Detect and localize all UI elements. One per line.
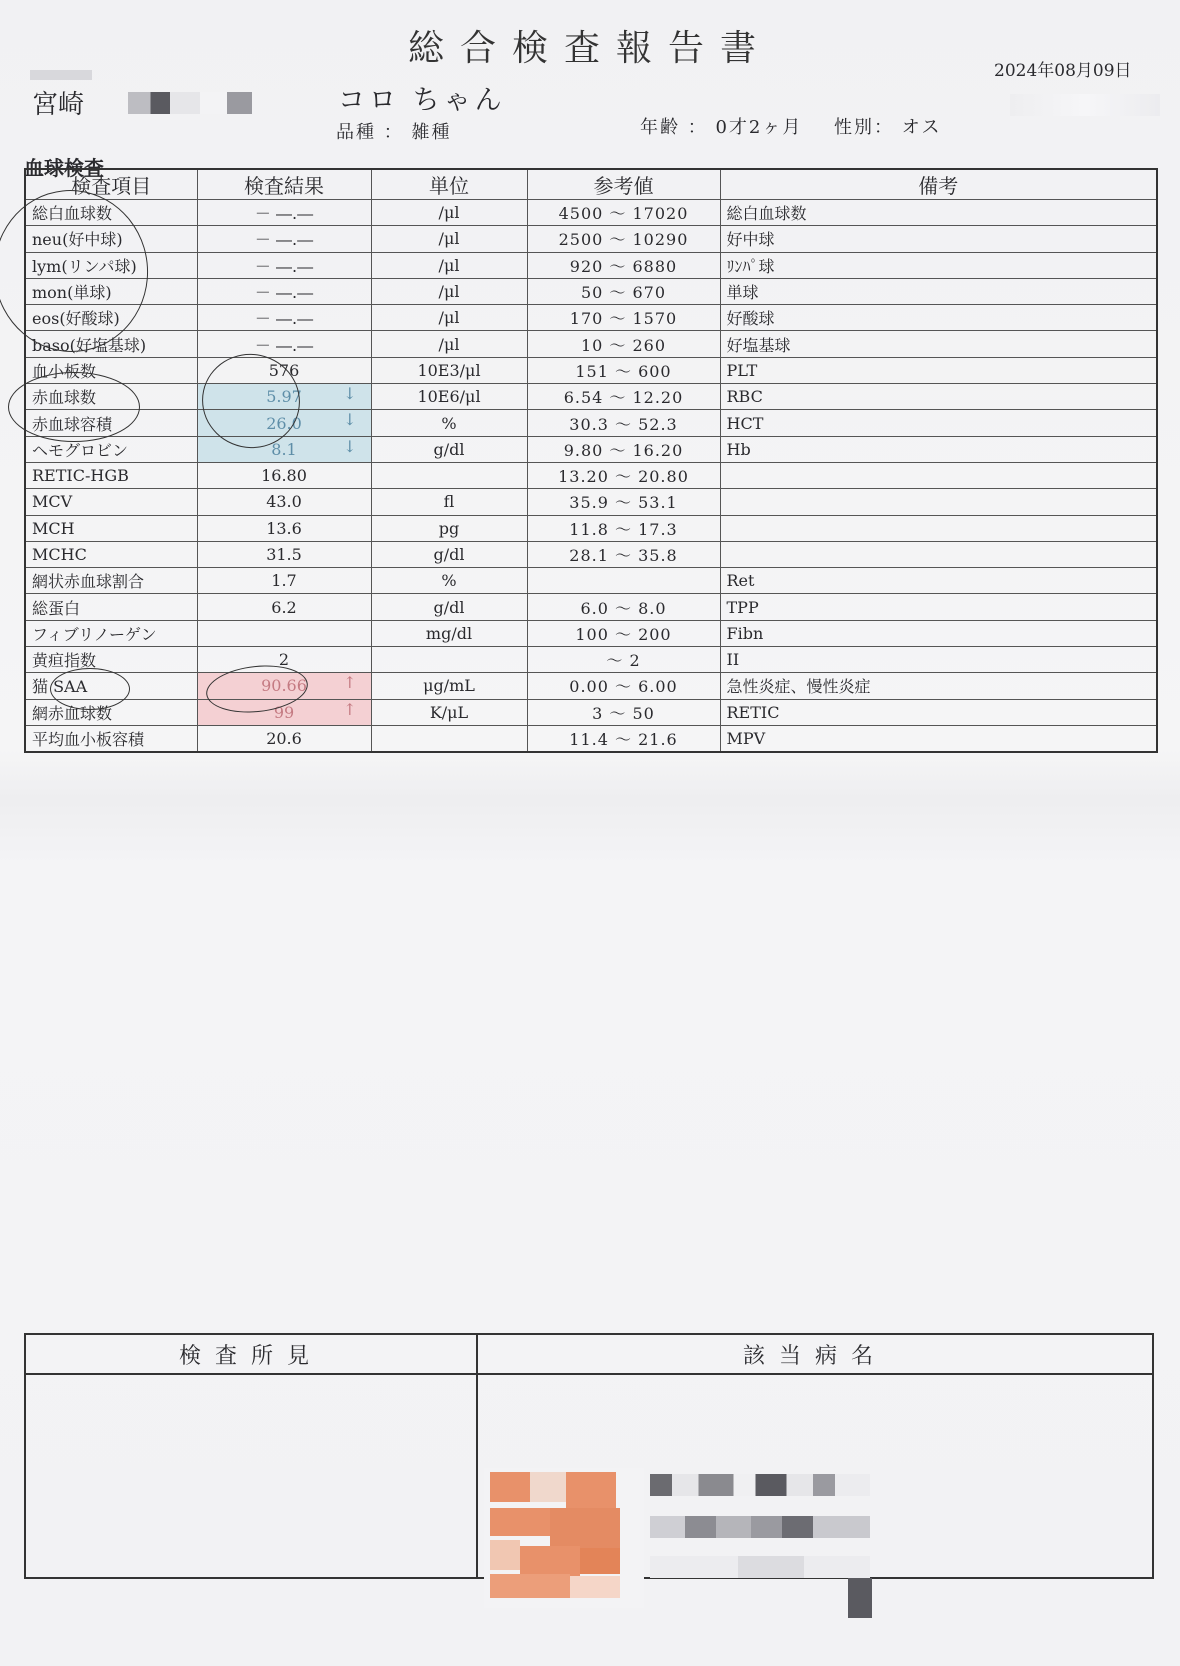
- test-unit: /μl: [371, 252, 527, 278]
- test-reference: 50 〜 670: [527, 278, 720, 304]
- test-reference: 10 〜 260: [527, 331, 720, 357]
- test-unit: /μl: [371, 305, 527, 331]
- test-item: 総蛋白: [25, 594, 197, 620]
- test-note: Hb: [720, 436, 1157, 462]
- test-result-value: － ―.―: [254, 283, 314, 303]
- test-result: [197, 200, 371, 226]
- table-row: [25, 331, 1157, 357]
- test-reference: 0.00 〜 6.00: [527, 673, 720, 699]
- test-note: 単球: [720, 278, 1157, 304]
- test-unit: [371, 647, 527, 673]
- table-row: [25, 436, 1157, 462]
- test-result-value: － ―.―: [254, 309, 314, 329]
- test-result-value: 20.6: [266, 729, 302, 749]
- test-result: [197, 489, 371, 515]
- test-unit: /μl: [371, 331, 527, 357]
- test-result: [197, 252, 371, 278]
- test-reference: 13.20 〜 20.80: [527, 462, 720, 488]
- test-item: 赤血球容積: [25, 410, 197, 436]
- test-item: neu(好中球): [25, 226, 197, 252]
- test-reference: 100 〜 200: [527, 620, 720, 646]
- test-item: eos(好酸球): [25, 305, 197, 331]
- test-note: [720, 489, 1157, 515]
- test-reference: 3 〜 50: [527, 699, 720, 725]
- table-header-row: [25, 169, 1157, 200]
- table-row: [25, 673, 1157, 699]
- test-item: lym(リンパ球): [25, 252, 197, 278]
- test-note: Ret: [720, 568, 1157, 594]
- table-row: [25, 384, 1157, 410]
- test-item: 黄疸指数: [25, 647, 197, 673]
- test-result-value: － ―.―: [254, 230, 314, 250]
- test-note: RETIC: [720, 699, 1157, 725]
- test-unit: /μl: [371, 226, 527, 252]
- pet-age: 年齢 ： 0才2ヶ月: [640, 117, 803, 138]
- test-unit: K/μL: [371, 699, 527, 725]
- test-item: baso(好塩基球): [25, 331, 197, 357]
- pen-circle-saa-label: [50, 668, 130, 710]
- test-reference: [527, 568, 720, 594]
- test-result-value: 90.66: [261, 676, 307, 696]
- table-row: [25, 462, 1157, 488]
- redaction-owner-top: [30, 70, 92, 80]
- table-row: [25, 725, 1157, 752]
- test-note: [720, 541, 1157, 567]
- test-reference: 〜 2: [527, 647, 720, 673]
- test-item: 網赤血球数: [25, 699, 197, 725]
- test-item: ヘモグロビン: [25, 436, 197, 462]
- test-unit: %: [371, 410, 527, 436]
- test-unit: g/dl: [371, 436, 527, 462]
- arrow-down-icon: ↓: [343, 410, 357, 430]
- table-row: [25, 278, 1157, 304]
- test-reference: 170 〜 1570: [527, 305, 720, 331]
- test-item: RETIC-HGB: [25, 462, 197, 488]
- test-unit: g/dl: [371, 594, 527, 620]
- test-reference: 28.1 〜 35.8: [527, 541, 720, 567]
- findings-body: [25, 1374, 477, 1578]
- redaction-clinic-address: [650, 1516, 870, 1538]
- col-header-note: 備考: [720, 169, 1157, 200]
- test-unit: [371, 462, 527, 488]
- clinic-stamp: [484, 1468, 644, 1608]
- test-result: [197, 305, 371, 331]
- test-note: PLT: [720, 357, 1157, 383]
- test-note: RBC: [720, 384, 1157, 410]
- col-header-item: 検査項目: [25, 169, 197, 200]
- table-row: [25, 489, 1157, 515]
- test-result-value: 13.6: [266, 518, 302, 538]
- test-reference: 4500 〜 17020: [527, 200, 720, 226]
- blood-test-table: [24, 168, 1158, 753]
- test-result: [197, 515, 371, 541]
- test-note: 急性炎症、慢性炎症: [720, 673, 1157, 699]
- test-reference: 151 〜 600: [527, 357, 720, 383]
- redaction-clinic-extra: [848, 1578, 872, 1618]
- table-row: [25, 568, 1157, 594]
- table-row: [25, 305, 1157, 331]
- redaction-clinic-phone: [650, 1556, 870, 1578]
- redaction-clinic-name: [650, 1474, 870, 1496]
- test-result-value: 99: [273, 702, 295, 722]
- arrow-up-icon: ↑: [343, 673, 357, 693]
- test-unit: /μl: [371, 278, 527, 304]
- test-result: [197, 594, 371, 620]
- test-unit: pg: [371, 515, 527, 541]
- test-note: II: [720, 647, 1157, 673]
- test-result-value: 2: [278, 650, 290, 670]
- arrow-down-icon: ↓: [343, 436, 357, 456]
- test-reference: 6.0 〜 8.0: [527, 594, 720, 620]
- table-row: [25, 226, 1157, 252]
- table-row: [25, 252, 1157, 278]
- test-unit: [371, 725, 527, 752]
- pet-name: コロ ちゃん: [338, 85, 506, 116]
- test-note: [720, 462, 1157, 488]
- test-result-value: 16.80: [261, 466, 307, 486]
- report-title: 総合検査報告書: [407, 28, 772, 69]
- report-date: 2024年08月09日: [994, 61, 1132, 81]
- table-row: [25, 594, 1157, 620]
- test-item: 総白血球数: [25, 200, 197, 226]
- test-item: 網状赤血球割合: [25, 568, 197, 594]
- test-item: 平均血小板容積: [25, 725, 197, 752]
- test-item: フィブリノーゲン: [25, 620, 197, 646]
- test-result-value: 8.1: [271, 439, 297, 459]
- test-item: 猫 SAA: [25, 673, 197, 699]
- test-note: 総白血球数: [720, 200, 1157, 226]
- col-header-unit: 単位: [371, 169, 527, 200]
- test-result-value: 576: [268, 360, 300, 380]
- test-note: [720, 515, 1157, 541]
- test-result-value: 26.0: [266, 413, 302, 433]
- test-unit: 10E6/μl: [371, 384, 527, 410]
- test-result-value: 1.7: [271, 571, 297, 591]
- test-item: 赤血球数: [25, 384, 197, 410]
- redaction-owner: [128, 92, 252, 114]
- test-reference: 9.80 〜 16.20: [527, 436, 720, 462]
- test-note: 好中球: [720, 226, 1157, 252]
- table-row: [25, 620, 1157, 646]
- test-result-value: － ―.―: [254, 204, 314, 224]
- section-title: 血球検査: [24, 156, 104, 180]
- test-unit: g/dl: [371, 541, 527, 567]
- table-row: [25, 357, 1157, 383]
- test-result-value: 5.97: [266, 387, 302, 407]
- test-reference: 2500 〜 10290: [527, 226, 720, 252]
- findings-header: 検査所見: [25, 1334, 477, 1374]
- diagnosis-header: 該当病名: [477, 1334, 1153, 1374]
- col-header-result: 検査結果: [197, 169, 371, 200]
- test-item: MCHC: [25, 541, 197, 567]
- table-row: [25, 515, 1157, 541]
- test-item: 血小板数: [25, 357, 197, 383]
- test-unit: fl: [371, 489, 527, 515]
- test-result: [197, 278, 371, 304]
- test-note: MPV: [720, 725, 1157, 752]
- test-item: MCV: [25, 489, 197, 515]
- test-result: [197, 436, 371, 462]
- arrow-down-icon: ↓: [343, 384, 357, 404]
- test-note: ﾘﾝﾊﾟ球: [720, 252, 1157, 278]
- test-unit: %: [371, 568, 527, 594]
- test-reference: 30.3 〜 52.3: [527, 410, 720, 436]
- table-row: [25, 699, 1157, 725]
- pet-breed: 品種 ： 雑種: [336, 122, 452, 143]
- owner-name: 宮崎: [32, 90, 85, 120]
- test-result-value: 31.5: [266, 545, 302, 564]
- test-unit: μg/mL: [371, 673, 527, 699]
- test-result: [197, 541, 371, 567]
- test-result-value: － ―.―: [254, 256, 314, 276]
- test-reference: 6.54 〜 12.20: [527, 384, 720, 410]
- test-reference: 11.4 〜 21.6: [527, 725, 720, 752]
- test-result: [197, 462, 371, 488]
- test-result: [197, 620, 371, 646]
- test-item: MCH: [25, 515, 197, 541]
- pen-circle-rbc-group: [8, 372, 140, 442]
- redaction-right: [1010, 94, 1160, 116]
- col-header-reference: 参考値: [527, 169, 720, 200]
- test-unit: mg/dl: [371, 620, 527, 646]
- test-result: [197, 331, 371, 357]
- test-result-value: 43.0: [266, 492, 302, 512]
- table-row: [25, 410, 1157, 436]
- pet-sex: 性別： オス: [834, 117, 942, 138]
- test-reference: 11.8 〜 17.3: [527, 515, 720, 541]
- test-reference: 920 〜 6880: [527, 252, 720, 278]
- test-result-value: 6.2: [271, 597, 297, 617]
- test-item: mon(単球): [25, 278, 197, 304]
- test-reference: 35.9 〜 53.1: [527, 489, 720, 515]
- test-result: [197, 226, 371, 252]
- table-row: [25, 200, 1157, 226]
- table-row: [25, 647, 1157, 673]
- test-note: 好塩基球: [720, 331, 1157, 357]
- test-result: [197, 725, 371, 752]
- test-unit: /μl: [371, 200, 527, 226]
- table-row: [25, 541, 1157, 567]
- arrow-up-icon: ↑: [343, 699, 357, 719]
- test-note: HCT: [720, 410, 1157, 436]
- test-unit: 10E3/μl: [371, 357, 527, 383]
- test-note: 好酸球: [720, 305, 1157, 331]
- test-note: TPP: [720, 594, 1157, 620]
- test-result-value: － ―.―: [254, 335, 314, 355]
- test-result: [197, 568, 371, 594]
- test-note: Fibn: [720, 620, 1157, 646]
